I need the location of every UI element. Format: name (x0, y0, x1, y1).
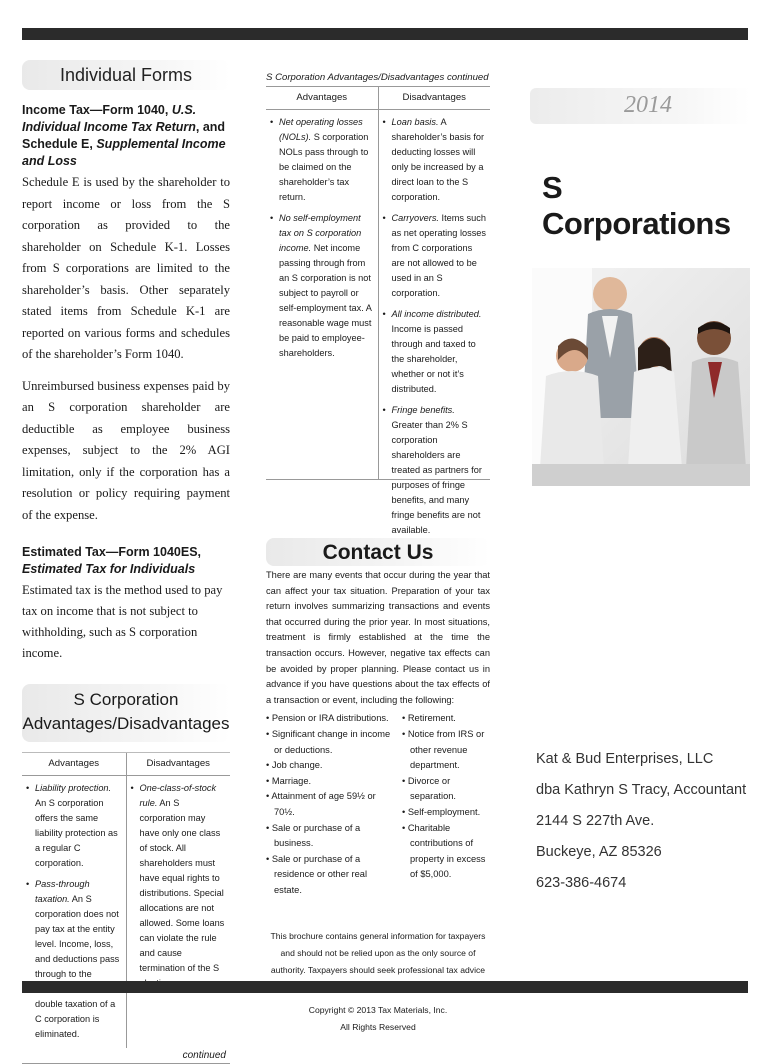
bottom-border-bar (22, 981, 748, 993)
advantages-continued-column (266, 87, 378, 479)
adv-title-line2: Advantages/Disadvantages (22, 714, 230, 733)
event-item: • Retirement. (402, 713, 456, 724)
term: No self-employment tax on S corporation income. (279, 213, 362, 253)
events-left-list (266, 711, 394, 898)
term: Loan basis. (391, 117, 439, 127)
advantages-header: Advantages (22, 753, 126, 776)
income-tax-body (22, 172, 230, 526)
event-item: • Self-employment. (402, 806, 481, 817)
event-item: • Charitable contributions of property in excess of $5,000. (402, 822, 486, 880)
contact-header (266, 538, 490, 566)
top-border-bar (22, 28, 748, 40)
term-description: Income is passed through and taxed to the shareholder, whether or not it’s distributed. (391, 324, 476, 394)
term-description: An S corporation offers the same liability protection as a regular C corporation. (35, 798, 118, 868)
term-description: A shareholder’s basis for deducting losses will only be increased by a direct loan to the S corporation. (391, 117, 485, 202)
business-team-photo (532, 268, 750, 486)
copyright-line: Copyright © 2013 Tax Materials, Inc. (308, 1005, 448, 1016)
event-item: • Sale or purchase of a business. (266, 822, 361, 849)
event-item: • Significant change in income or deductions. (266, 728, 391, 755)
firm-name: Kat & Bud Enterprises, LLC (536, 751, 714, 767)
individual-forms-title: Individual Forms (59, 65, 193, 85)
year-label: 2014 (624, 92, 672, 118)
term-description: An S corporation does not pay tax at the entity level. Income, loss, and deductions pass through to the double taxation of a C corporation is eliminated. (35, 894, 120, 1039)
term: Pass-through taxation. (35, 879, 90, 904)
firm-phone: 623-386-4674 (536, 875, 627, 891)
cover-column (530, 88, 750, 891)
event-item: • Notice from IRS or other revenue department. (402, 728, 485, 771)
estimated-tax-paragraph: Estimated tax is the method used to pay tax on income that is not subject to withholding, such as S corporation income. (22, 583, 223, 660)
disadvantages-continued-list (383, 115, 487, 538)
list-item (270, 115, 374, 205)
continued-caption: S Corporation Advantages/Disadvantages continued (266, 72, 490, 87)
list-item (26, 781, 122, 871)
list-item (383, 403, 487, 538)
term: One-class-of-stock rule. (139, 783, 217, 808)
list-item (383, 211, 487, 301)
contact-intro: There are many events that occur during the year that can affect your tax situation. Preparation of your tax return involves summarizing transactions and events that occurred during the prior year. In most situations, treatment is firmly established at the time the transaction occurs. However, negative tax effects can be avoided by proper planning. Please contact us in advance if you have questions about the tax effects of a transaction or event, including the following: (266, 570, 490, 705)
term: Net operating losses (NOLs). (279, 117, 363, 142)
firm-dba: dba Kathryn S Tracy, Accountant (536, 782, 747, 798)
list-item (270, 211, 374, 361)
advantages-continued-list (270, 115, 374, 361)
event-item: • Pension or IRA distributions. (266, 713, 389, 724)
disadvantages-header: Disadvantages (127, 753, 231, 776)
adv-title-line1: S Corporation (73, 690, 179, 709)
term-description: Greater than 2% S corporation shareholders are treated as partners for purposes of fringe benefits, and many fringe benefits are not available. (391, 420, 482, 535)
rights-line: All Rights Reserved (340, 1022, 416, 1033)
adv-disadv-continued-table (266, 87, 490, 535)
main-title: S Corporations (542, 170, 731, 241)
income-tax-heading: Income Tax—Form 1040, U.S. Individual Income Tax Return, and Schedule E, Supplemental Income and Loss (22, 103, 226, 168)
year-band (530, 88, 750, 124)
advantages-column (22, 753, 126, 1048)
disadvantages-column (126, 753, 231, 1048)
expenses-paragraph: Unreimbursed business expenses paid by an S corporation shareholder are deductible as employee business expenses, subject to the 2% AGI limitation, only if the corporation has a resolution or policy requiring payment of the expense. (22, 378, 230, 522)
term-description: Net income passing through from an S corporation is not subject to payroll or self-employment tax. A reasonable wage must be paid to employee-shareholders. (279, 243, 372, 358)
event-lists (266, 711, 490, 898)
continued-label: continued (22, 1048, 230, 1064)
list-item (383, 307, 487, 397)
firm-contact-block (536, 744, 750, 899)
event-item: • Attainment of age 59½ or 70½. (266, 791, 376, 817)
term: All income distributed. (391, 309, 482, 319)
list-item (131, 781, 227, 991)
firm-street: 2144 S 227th Ave. (536, 813, 655, 829)
estimated-tax-body (22, 580, 230, 664)
event-item: • Marriage. (266, 775, 312, 786)
contact-title: Contact Us (322, 541, 434, 564)
advantages-continued-header: Advantages (266, 87, 378, 110)
term: Fringe benefits. (391, 405, 455, 415)
individual-forms-header (22, 60, 230, 90)
list-item (383, 115, 487, 205)
estimated-tax-heading: Estimated Tax—Form 1040ES, Estimated Tax for Individuals (22, 545, 202, 576)
term: Liability protection. (35, 783, 112, 793)
list-item (26, 877, 122, 1042)
disadvantages-continued-header: Disadvantages (379, 87, 491, 110)
disadvantages-continued-column (378, 87, 491, 535)
firm-city: Buckeye, AZ 85326 (536, 844, 662, 860)
event-item: • Job change. (266, 760, 323, 771)
event-item: • Divorce or separation. (402, 775, 456, 802)
middle-column (266, 72, 490, 1036)
term-description: S corporation NOLs pass through to be claimed on the shareholder’s tax return. (279, 132, 369, 202)
advantages-list (26, 781, 122, 1042)
individual-forms-column (22, 60, 230, 1064)
schedule-e-paragraph: Schedule E is used by the shareholder to report income or loss from the S corporation as provided to the shareholder on Schedule K-1. Losses from S corporations are limited to the shareholder’s basis. Other separately stated items from Schedule K-1 are reported on various forms and schedules of the shareholder’s Form 1040. (22, 175, 230, 361)
events-right-list (402, 711, 490, 898)
term-description: An S corporation may have only one class of stock. All shareholders must have equal rights to distributions. Special allocations are not allowed. Some loans can violate the rule and cause termination of the S (139, 798, 225, 973)
contact-section (266, 568, 490, 1036)
adv-disadv-header (22, 684, 230, 742)
disadvantages-list (131, 781, 227, 991)
term-description: Items such as net operating losses from C corporations are not allowed to be used in an S corporation. (391, 213, 486, 298)
term: Carryovers. (391, 213, 439, 223)
event-item: • Sale or purchase of a residence or other real estate. (266, 853, 368, 895)
adv-disadv-table (22, 752, 230, 1048)
disclaimer: This brochure contains general information for taxpayers and should not be relied upon as the only source of authority. Taxpayers should seek professional tax advice (270, 931, 486, 976)
